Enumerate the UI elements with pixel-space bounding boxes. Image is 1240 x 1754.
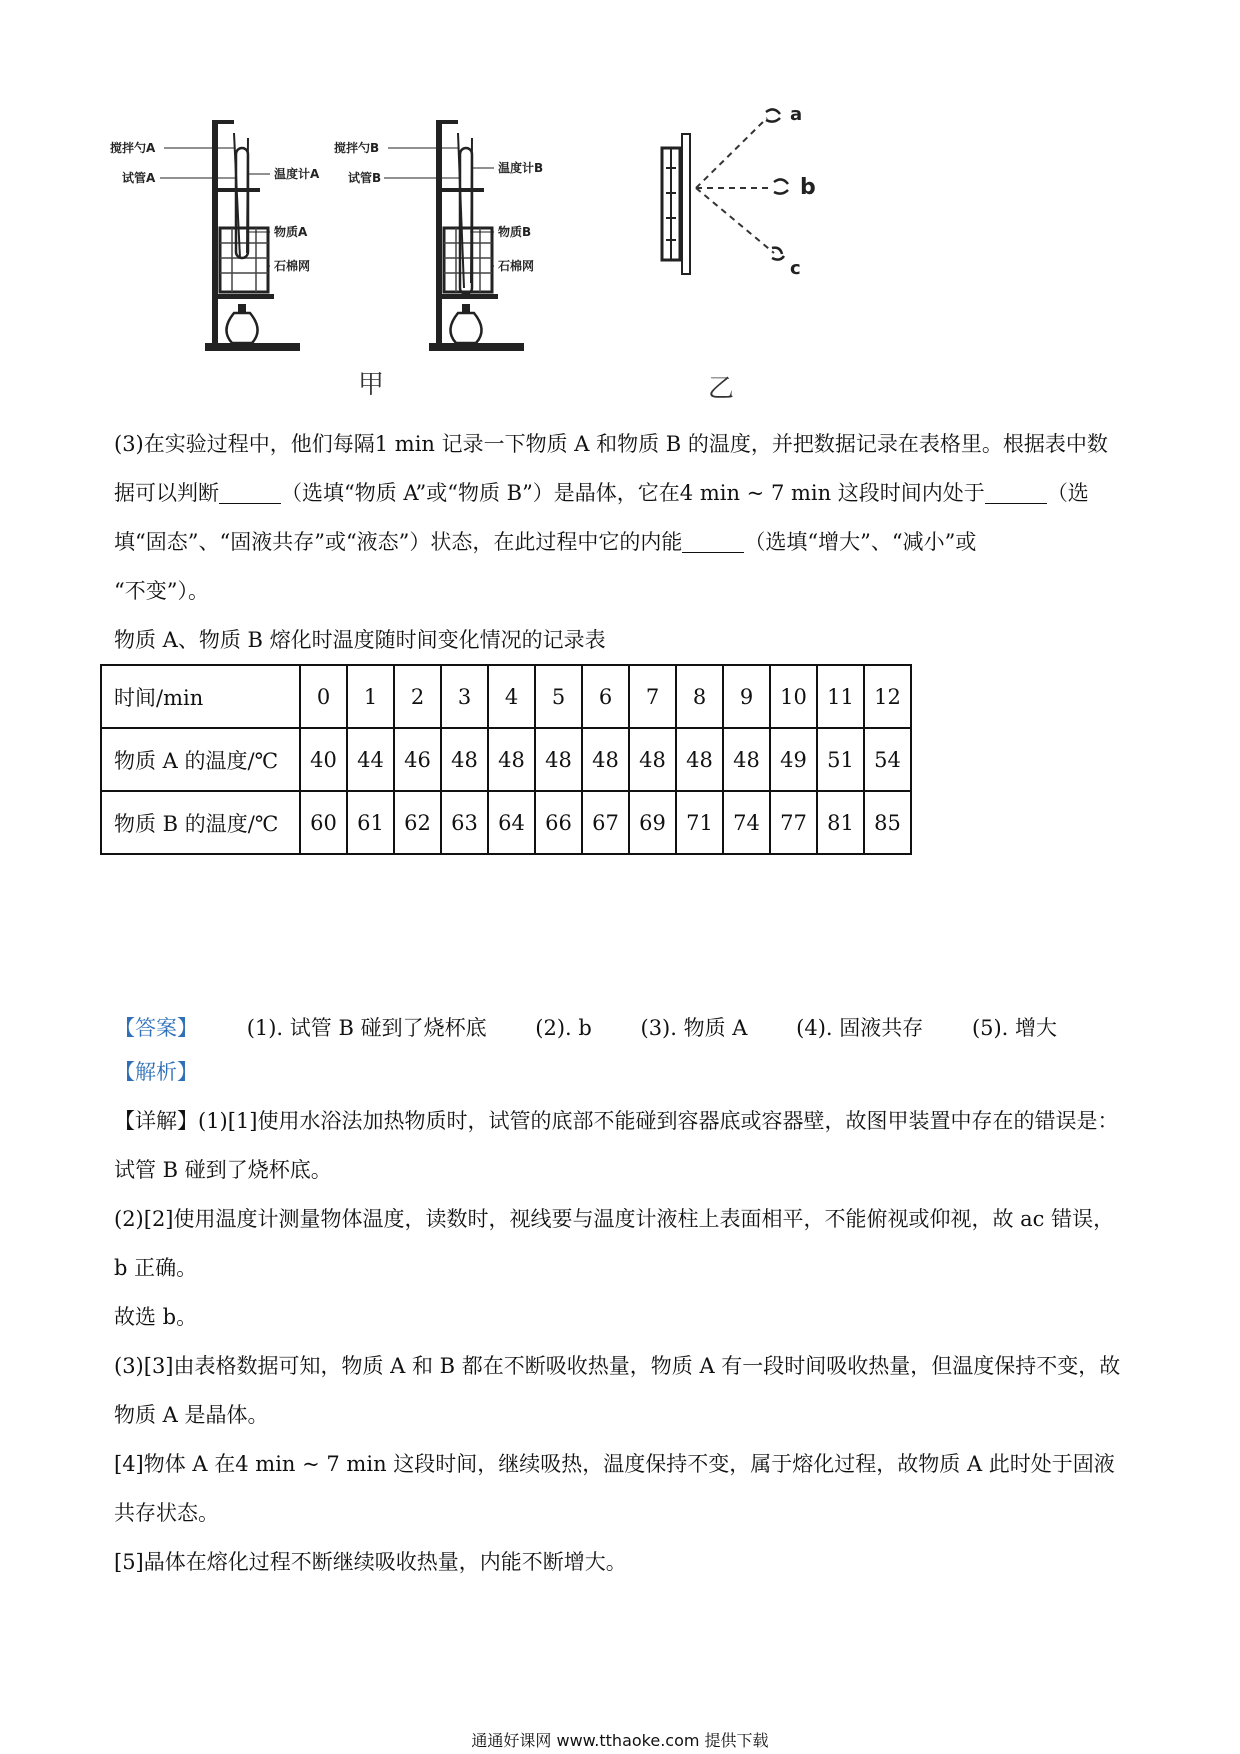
answer-item-1: (1). 试管 B 碰到了烧杯底 [246, 1016, 487, 1040]
table-cell: 48 [441, 728, 488, 791]
table-caption: 物质 A、物质 B 熔化时温度随时间变化情况的记录表 [114, 628, 606, 652]
table-cell: 6 [582, 665, 629, 728]
answer-line [114, 1012, 1057, 1042]
table-cell: 40 [300, 728, 347, 791]
figure-caption-jia: 甲 [358, 370, 385, 400]
detail-line-10: [5]晶体在熔化过程不断继续吸收热量，内能不断增大。 [114, 1550, 627, 1574]
label-stirrer-a: 搅拌勺A [110, 141, 156, 155]
melting-temperature-table [100, 664, 912, 855]
detail-line-8: [4]物体 A 在4 min ~ 7 min 这段时间，继续吸热，温度保持不变，属于熔化过程，故物质 A 此时处于固液 [114, 1452, 1115, 1476]
table-cell: 12 [864, 665, 911, 728]
answer-blank-1[interactable] [219, 481, 281, 504]
apparatus-b [334, 120, 543, 351]
detail-line-2: 试管 B 碰到了烧杯底。 [114, 1158, 332, 1182]
answer-blank-3[interactable] [682, 530, 744, 553]
table-cell: 46 [394, 728, 441, 791]
label-gauze-b: 石棉网 [498, 259, 535, 273]
table-cell: 48 [629, 728, 676, 791]
table-cell: 49 [770, 728, 817, 791]
table-cell: 51 [817, 728, 864, 791]
label-thermometer-b: 温度计B [498, 161, 544, 175]
answer-item-2: (2). b [535, 1016, 592, 1040]
table-cell: 69 [629, 791, 676, 854]
label-gauze-a: 石棉网 [274, 259, 311, 273]
label-thermometer-a: 温度计A [274, 167, 320, 181]
apparatus-a [110, 120, 320, 351]
table-cell: 81 [817, 791, 864, 854]
row-header: 物质 A 的温度/℃ [101, 728, 300, 791]
table-cell: 1 [347, 665, 394, 728]
label-tube-b: 试管B [348, 171, 382, 185]
table-cell: 67 [582, 791, 629, 854]
analysis [114, 1048, 1134, 1587]
table-cell: 74 [723, 791, 770, 854]
table-cell: 48 [723, 728, 770, 791]
question-3-line-3: 填“固态”、“固液共存”或“液态”）状态，在此过程中它的内能 （选填“增大”、“减小”或 [114, 530, 977, 554]
table-cell: 5 [535, 665, 582, 728]
answer-item-3: (3). 物质 A [640, 1016, 748, 1040]
detail-line-5: 故选 b。 [114, 1305, 198, 1329]
table-cell: 4 [488, 665, 535, 728]
table-cell: 48 [676, 728, 723, 791]
table-cell: 44 [347, 728, 394, 791]
table-cell: 8 [676, 665, 723, 728]
table-cell: 71 [676, 791, 723, 854]
table-row [101, 728, 911, 791]
table-cell: 48 [488, 728, 535, 791]
table-cell: 66 [535, 791, 582, 854]
eye-label-a: a [790, 108, 803, 125]
table-cell: 3 [441, 665, 488, 728]
table-cell: 61 [347, 791, 394, 854]
table-cell: 9 [723, 665, 770, 728]
label-substance-b: 物质B [498, 225, 532, 239]
table-cell: 11 [817, 665, 864, 728]
detail-line-7: 物质 A 是晶体。 [114, 1403, 269, 1427]
table-cell: 54 [864, 728, 911, 791]
table-cell: 63 [441, 791, 488, 854]
answer-item-4: (4). 固液共存 [796, 1016, 924, 1040]
table-cell: 48 [535, 728, 582, 791]
eye-position-diagram [662, 108, 816, 279]
table-cell: 60 [300, 791, 347, 854]
analysis-tag: 【解析】 [114, 1060, 198, 1084]
table-row [101, 791, 911, 854]
detail-line-3: (2)[2]使用温度计测量物体温度，读数时，视线要与温度计液柱上表面相平，不能俯视或仰视，故 ac 错误， [114, 1207, 1115, 1231]
page-footer: 通通好课网 www.tthaoke.com 提供下载 [471, 1731, 769, 1750]
eye-label-b: b [800, 175, 816, 200]
row-header: 时间/min [101, 665, 300, 728]
table-cell: 0 [300, 665, 347, 728]
label-tube-a: 试管A [122, 171, 156, 185]
row-header: 物质 B 的温度/℃ [101, 791, 300, 854]
answer-item-5: (5). 增大 [971, 1016, 1058, 1040]
eye-label-c: c [790, 258, 801, 279]
detail-line-1: 【详解】(1)[1]使用水浴法加热物质时，试管的底部不能碰到容器底或容器壁，故图甲装置中存在的错误是： [114, 1109, 1119, 1133]
table-cell: 77 [770, 791, 817, 854]
detail-line-4: b 正确。 [114, 1256, 198, 1280]
detail-line-9: 共存状态。 [114, 1501, 219, 1525]
experiment-figure [110, 108, 850, 408]
detail-line-6: (3)[3]由表格数据可知，物质 A 和 B 都在不断吸收热量，物质 A 有一段时间吸收热量，但温度保持不变，故 [114, 1354, 1121, 1378]
label-substance-a: 物质A [274, 225, 308, 239]
table-cell: 2 [394, 665, 441, 728]
answer-blank-2[interactable] [985, 481, 1047, 504]
question-3 [114, 420, 1134, 616]
figure-caption-yi: 乙 [708, 374, 735, 404]
table-row [101, 665, 911, 728]
table-cell: 48 [582, 728, 629, 791]
table-cell: 85 [864, 791, 911, 854]
table-cell: 62 [394, 791, 441, 854]
table-cell: 7 [629, 665, 676, 728]
question-3-line-2: 据可以判断 （选填“物质 A”或“物质 B”）是晶体，它在4 min ~ 7 min 这段时间内处于 （选 [114, 481, 1089, 505]
detail-tag: 【详解】 [114, 1109, 198, 1133]
question-3-line-1: (3)在实验过程中，他们每隔1 min 记录一下物质 A 和物质 B 的温度，并把数据记录在表格里。根据表中数 [114, 432, 1108, 456]
table-cell: 10 [770, 665, 817, 728]
question-3-line-4: “不变”）。 [114, 579, 209, 603]
answer-tag: 【答案】 [114, 1016, 198, 1040]
table-cell: 64 [488, 791, 535, 854]
label-stirrer-b: 搅拌勺B [334, 141, 380, 155]
